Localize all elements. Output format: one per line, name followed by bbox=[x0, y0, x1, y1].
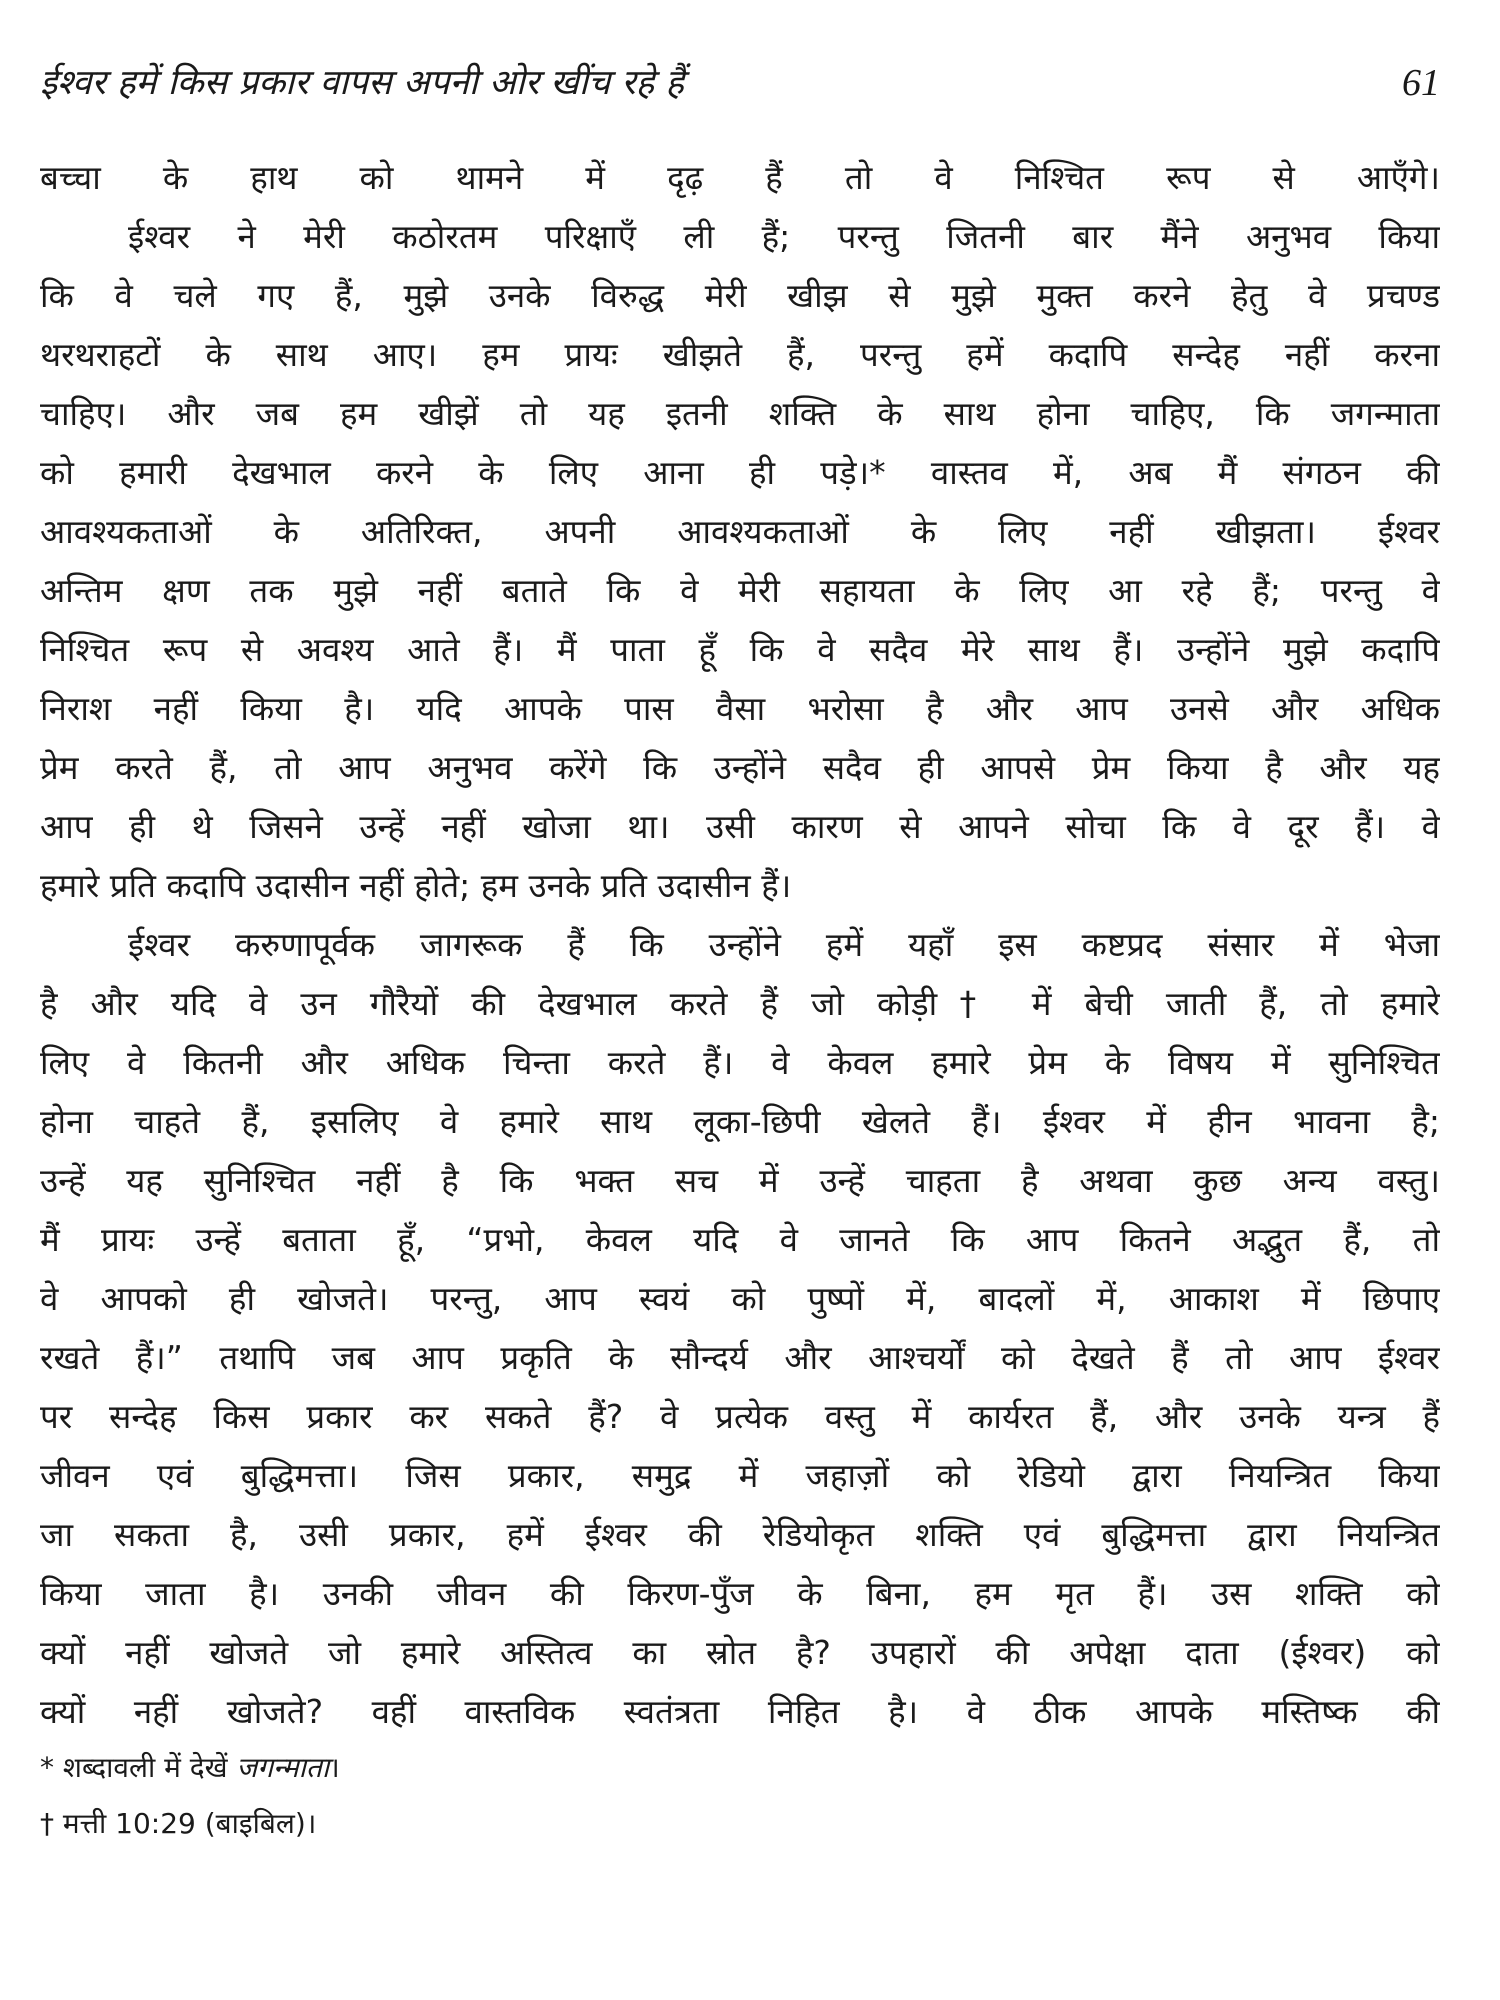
text-line: होना चाहते हैं, इसलिए वे हमारे साथ लूका-छिपी खेलते हैं। ईश्वर में हीन भावना है; bbox=[40, 1102, 1440, 1141]
text-line: आवश्यकताओं के अतिरिक्त, अपनी आवश्यकताओं के लिए नहीं खीझता। ईश्वर bbox=[40, 512, 1440, 551]
running-head bbox=[40, 58, 1440, 108]
text-line: जा सकता है, उसी प्रकार, हमें ईश्वर की रेडियोकृत शक्ति एवं बुद्धिमत्ता द्वारा नियन्त्रित bbox=[40, 1515, 1440, 1554]
footnote-marker: † bbox=[40, 1807, 54, 1840]
body-text bbox=[40, 148, 1440, 1741]
text-line: किया जाता है। उनकी जीवन की किरण-पुँज के बिना, हम मृत हैं। उस शक्ति को bbox=[40, 1574, 1440, 1613]
text-line: क्यों नहीं खोजते? वहीं वास्तविक स्वतंत्रता निहित है। वे ठीक आपके मस्तिष्क की bbox=[40, 1692, 1440, 1731]
text-line: है और यदि वे उन गौरैयों की देखभाल करते हैं जो कोड़ी† में बेची जाती हैं, तो हमारे bbox=[40, 984, 1440, 1023]
footnote-text: मत्ती 10:29 (बाइबिल)। bbox=[62, 1807, 317, 1840]
text-line: ईश्वर ने मेरी कठोरतम परिक्षाएँ ली हैं; परन्तु जितनी बार मैंने अनुभव किया bbox=[128, 217, 1440, 256]
text-line: वे आपको ही खोजते। परन्तु, आप स्वयं को पुष्पों में, बादलों में, आकाश में छिपाए bbox=[40, 1279, 1440, 1318]
text-line: निश्चित रूप से अवश्य आते हैं। मैं पाता हूँ कि वे सदैव मेरे साथ हैं। उन्होंने मुझे कदापि bbox=[40, 630, 1440, 669]
text-line: जीवन एवं बुद्धिमत्ता। जिस प्रकार, समुद्र में जहाज़ों को रेडियो द्वारा नियन्त्रित किया bbox=[40, 1456, 1440, 1495]
text-line: मैं प्रायः उन्हें बताता हूँ, “प्रभो, केवल यदि वे जानते कि आप कितने अद्भुत हैं, तो bbox=[40, 1220, 1440, 1259]
text-line: को हमारी देखभाल करने के लिए आना ही पड़े।* वास्तव में, अब मैं संगठन की bbox=[40, 453, 1440, 492]
page-number: 61 bbox=[1402, 62, 1440, 104]
text-line: उन्हें यह सुनिश्चित नहीं है कि भक्त सच में उन्हें चाहता है अथवा कुछ अन्य वस्तु। bbox=[40, 1161, 1440, 1200]
text-line: अन्तिम क्षण तक मुझे नहीं बताते कि वे मेरी सहायता के लिए आ रहे हैं; परन्तु वे bbox=[40, 571, 1440, 610]
text-line: लिए वे कितनी और अधिक चिन्ता करते हैं। वे केवल हमारे प्रेम के विषय में सुनिश्चित bbox=[40, 1043, 1440, 1082]
footnote-term: जगन्माता bbox=[236, 1751, 330, 1784]
text-line: चाहिए। और जब हम खीझें तो यह इतनी शक्ति के साथ होना चाहिए, कि जगन्माता bbox=[40, 394, 1440, 433]
running-title: ईश्वर हमें किस प्रकार वापस अपनी ओर खींच रहे हैं bbox=[40, 63, 684, 103]
text-line: हमारे प्रति कदापि उदासीन नहीं होते; हम उनके प्रति उदासीन हैं। bbox=[40, 866, 792, 905]
text-line: निराश नहीं किया है। यदि आपके पास वैसा भरोसा है और आप उनसे और अधिक bbox=[40, 689, 1440, 728]
footnote-marker: * bbox=[40, 1751, 54, 1784]
footnote bbox=[40, 1740, 1440, 1796]
text-line: पर सन्देह किस प्रकार कर सकते हैं? वे प्रत्येक वस्तु में कार्यरत हैं, और उनके यन्त्र हैं bbox=[40, 1397, 1440, 1436]
footnote-text: शब्दावली में देखें bbox=[62, 1751, 237, 1784]
text-line: थरथराहटों के साथ आए। हम प्रायः खीझते हैं, परन्तु हमें कदापि सन्देह नहीं करना bbox=[40, 335, 1440, 374]
text-line: कि वे चले गए हैं, मुझे उनके विरुद्ध मेरी खीझ से मुझे मुक्त करने हेतु वे प्रचण्ड bbox=[40, 276, 1440, 315]
footnotes bbox=[40, 1740, 1440, 1852]
footnote bbox=[40, 1796, 1440, 1852]
text-line: प्रेम करते हैं, तो आप अनुभव करेंगे कि उन्होंने सदैव ही आपसे प्रेम किया है और यह bbox=[40, 748, 1440, 787]
text-line: ईश्वर करुणापूर्वक जागरूक हैं कि उन्होंने हमें यहाँ इस कष्टप्रद संसार में भेजा bbox=[128, 925, 1440, 964]
text-line: रखते हैं।” तथापि जब आप प्रकृति के सौन्दर्य और आश्चर्यों को देखते हैं तो आप ईश्वर bbox=[40, 1338, 1440, 1377]
text-line: बच्चा के हाथ को थामने में दृढ़ हैं तो वे निश्चित रूप से आएँगे। bbox=[40, 158, 1440, 197]
footnote-end: । bbox=[329, 1751, 340, 1784]
text-line: आप ही थे जिसने उन्हें नहीं खोजा था। उसी कारण से आपने सोचा कि वे दूर हैं। वे bbox=[40, 807, 1440, 846]
text-line: क्यों नहीं खोजते जो हमारे अस्तित्व का स्रोत है? उपहारों की अपेक्षा दाता (ईश्वर) को bbox=[40, 1633, 1440, 1672]
